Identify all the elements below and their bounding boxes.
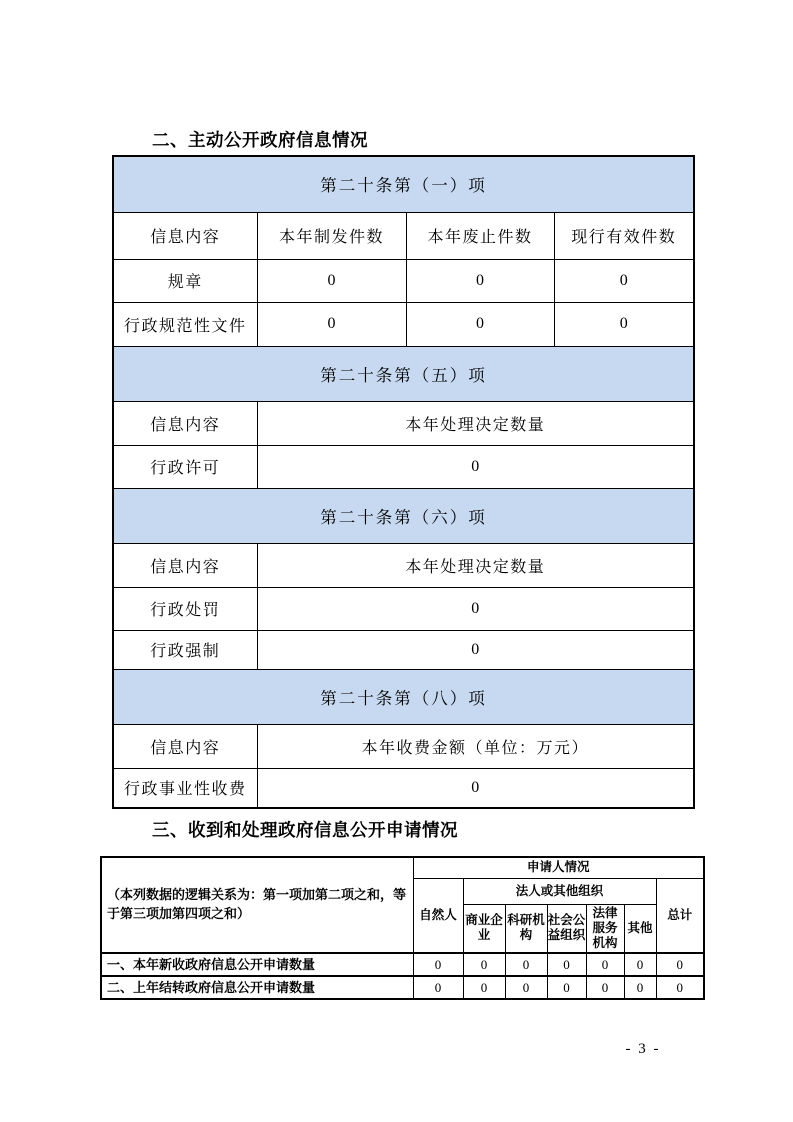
cell-value: 0 (554, 302, 694, 346)
table-row (101, 953, 704, 976)
table-section-header-item1: 第二十条第（一）项 (113, 156, 694, 212)
legal-org-group-header: 法人或其他组织 (463, 878, 656, 904)
column-header: 本年处理决定数量 (257, 401, 694, 445)
cell-value: 0 (586, 953, 624, 976)
row-label: 规章 (113, 259, 257, 302)
cell-value: 0 (656, 976, 704, 999)
row-label: 一、本年新收政府信息公开申请数量 (101, 953, 413, 976)
row-label: 行政处罚 (113, 587, 257, 630)
cell-value: 0 (656, 953, 704, 976)
cell-value: 0 (505, 976, 547, 999)
cell-value: 0 (257, 259, 406, 302)
column-header-total: 总计 (656, 878, 704, 953)
cell-value: 0 (547, 976, 586, 999)
cell-value: 0 (406, 259, 554, 302)
table-row (113, 630, 694, 669)
proactive-disclosure-table (112, 155, 695, 809)
cell-value: 0 (586, 976, 624, 999)
cell-value: 0 (463, 976, 505, 999)
column-header: 本年制发件数 (257, 212, 406, 259)
column-header: 信息内容 (113, 724, 257, 768)
page-number: - 3 - (625, 1041, 661, 1057)
column-header: 本年处理决定数量 (257, 543, 694, 587)
column-header: 信息内容 (113, 543, 257, 587)
cell-value: 0 (413, 953, 463, 976)
row-label: 行政许可 (113, 445, 257, 488)
column-header-research: 科研机构 (505, 904, 547, 953)
column-header: 本年收费金额（单位：万元） (257, 724, 694, 768)
row-label: 二、上年结转政府信息公开申请数量 (101, 976, 413, 999)
cell-value: 0 (257, 587, 694, 630)
cell-value: 0 (624, 976, 656, 999)
table-row (113, 768, 694, 808)
cell-value: 0 (257, 302, 406, 346)
cell-value: 0 (547, 953, 586, 976)
column-header: 信息内容 (113, 401, 257, 445)
column-header-legal-service: 法律服务机构 (586, 904, 624, 953)
table-section-header-item8: 第二十条第（八）项 (113, 669, 694, 724)
column-header-business: 商业企业 (463, 904, 505, 953)
column-header: 信息内容 (113, 212, 257, 259)
applicant-group-header: 申请人情况 (413, 857, 704, 878)
table-section-header-item5: 第二十条第（五）项 (113, 346, 694, 401)
table-section-header-item6: 第二十条第（六）项 (113, 488, 694, 543)
table-row (101, 976, 704, 999)
cell-value: 0 (257, 768, 694, 808)
cell-value: 0 (257, 630, 694, 669)
section-3-heading: 三、收到和处理政府信息公开申请情况 (152, 820, 458, 840)
cell-value: 0 (463, 953, 505, 976)
cell-value: 0 (624, 953, 656, 976)
column-header-other: 其他 (624, 904, 656, 953)
table-row (113, 302, 694, 346)
column-header-public-welfare: 社会公益组织 (547, 904, 586, 953)
cell-value: 0 (554, 259, 694, 302)
column-header-natural-person: 自然人 (413, 878, 463, 953)
cell-value: 0 (257, 445, 694, 488)
row-label: 行政事业性收费 (113, 768, 257, 808)
section-2-heading: 二、主动公开政府信息情况 (152, 130, 368, 150)
table-row (113, 445, 694, 488)
row-label: 行政强制 (113, 630, 257, 669)
cell-value: 0 (505, 953, 547, 976)
table-note: （本列数据的逻辑关系为：第一项加第二项之和，等于第三项加第四项之和） (101, 857, 413, 953)
table-row (113, 587, 694, 630)
applications-received-table (100, 856, 705, 1000)
cell-value: 0 (413, 976, 463, 999)
column-header: 本年废止件数 (406, 212, 554, 259)
table-row (113, 259, 694, 302)
row-label: 行政规范性文件 (113, 302, 257, 346)
column-header: 现行有效件数 (554, 212, 694, 259)
cell-value: 0 (406, 302, 554, 346)
